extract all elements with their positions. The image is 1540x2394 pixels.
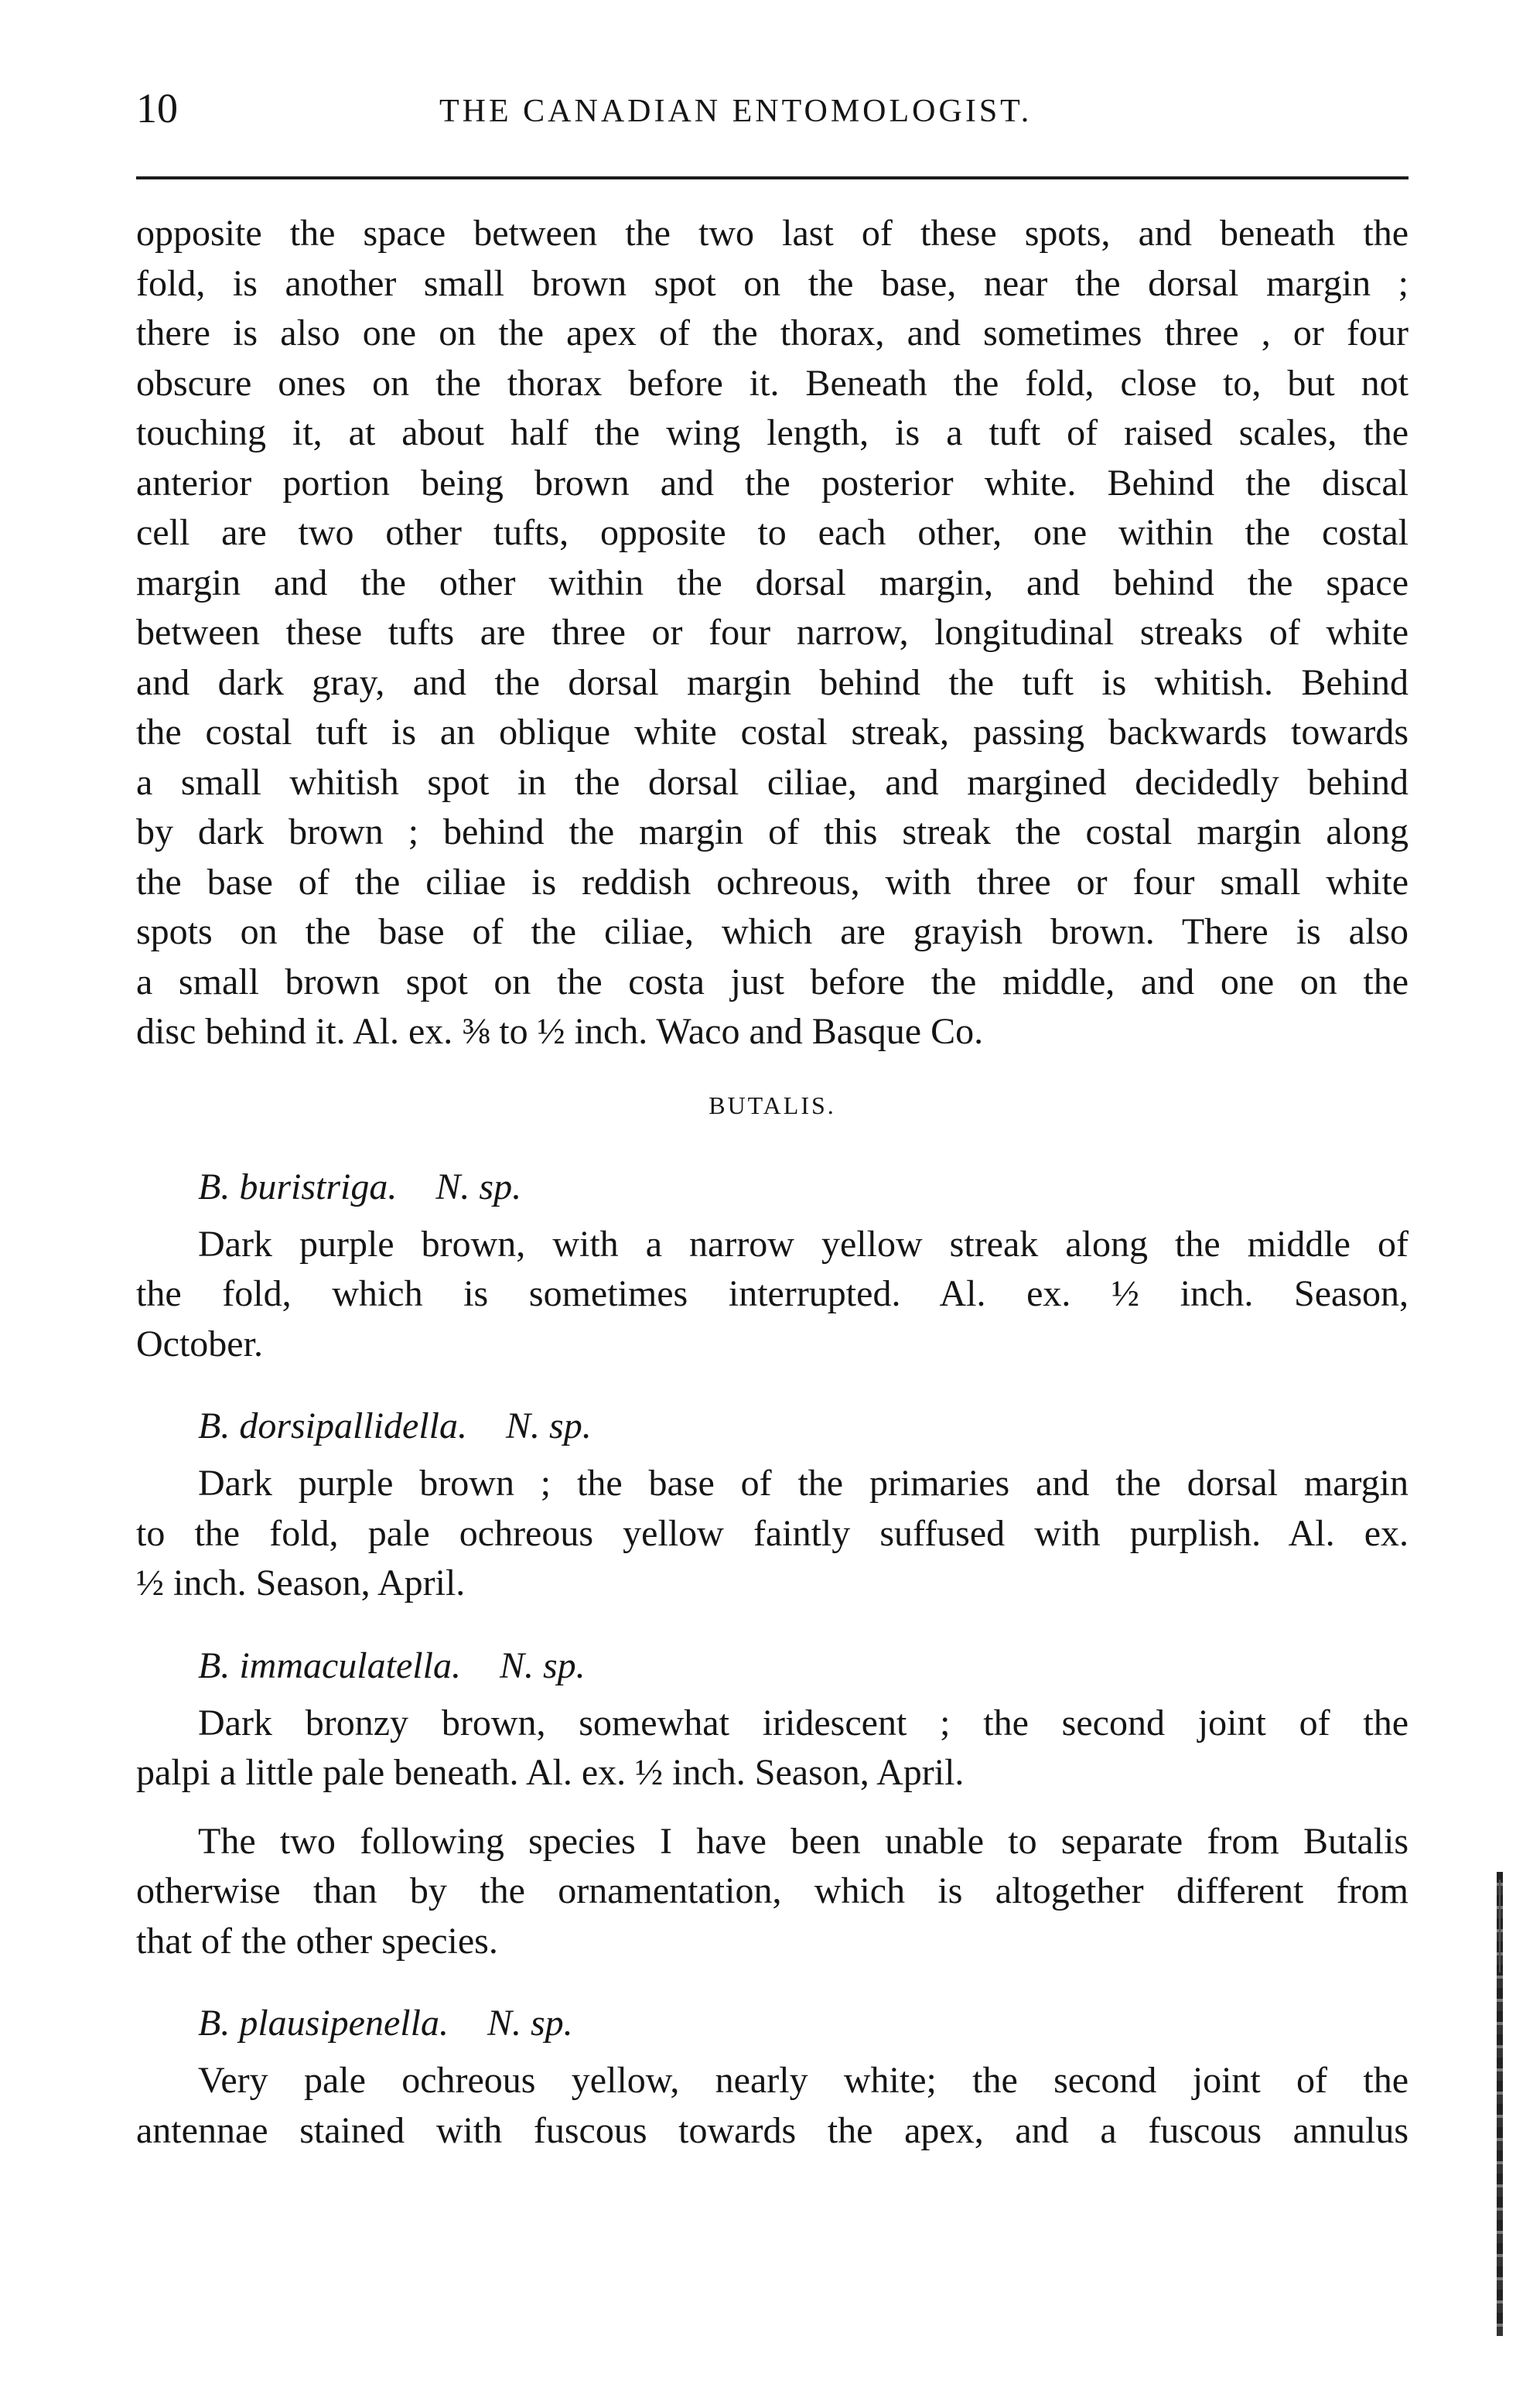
scan-edge-tick [1499,1880,1501,1972]
species-heading [136,1641,1409,1691]
species-name: B. buristriga. [198,1166,398,1207]
species-name: B. dorsipallidella. [198,1405,467,1446]
species-name: B. plausipenella. [198,2003,449,2044]
body-text [136,209,1409,2156]
text-line: October. [136,1323,263,1364]
text-line: spots on the base of the ciliae, which are grayish brown. There is also [136,911,1409,952]
species-heading [136,1163,1409,1212]
text-line: and dark gray, and the dorsal margin behind the tuft is whitish. Behind [136,661,1409,703]
text-line: otherwise than by the ornamentation, which is altogether different from [136,1870,1409,1911]
species-entry [136,1641,1409,1798]
page-number: 10 [136,85,178,131]
intro-paragraph [136,209,1409,1057]
species-status: N. sp. [487,2003,573,2044]
species-entry [136,1999,1409,2156]
text-line: a small brown spot on the costa just before the middle, and one on the [136,961,1409,1002]
text-line: the costal tuft is an oblique white costal streak, passing backwards towards [136,712,1409,753]
species-entry [136,1163,1409,1370]
text-line: The two following species I have been unable to separate from Butalis [198,1820,1409,1862]
text-line: cell are two other tufts, opposite to each other, one within the costal [136,512,1409,553]
text-line: Dark purple brown ; the base of the primaries and the dorsal margin [198,1463,1409,1504]
text-line: opposite the space between the two last of these spots, and beneath the [136,213,1409,254]
text-line: fold, is another small brown spot on the base, near the dorsal margin ; [136,262,1409,304]
species-entry [136,1402,1409,1609]
text-line: Dark bronzy brown, somewhat iridescent ; the second joint of the [198,1702,1409,1743]
text-line: touching it, at about half the wing length, is a tuft of raised scales, the [136,412,1409,453]
text-line: the base of the ciliae is reddish ochreous, with three or four small white [136,861,1409,903]
page-header [136,85,1405,139]
text-line: Very pale ochreous yellow, nearly white; the second joint of the [198,2060,1409,2101]
species-name: B. immaculatella. [198,1644,461,1686]
note-paragraph [136,1817,1409,1967]
text-line: between these tufts are three or four narrow, longitudinal streaks of white [136,612,1409,653]
species-heading [136,1402,1409,1451]
text-line: by dark brown ; behind the margin of this streak the costal margin along [136,811,1409,852]
section-heading: BUTALIS. [709,1091,836,1119]
text-line: there is also one on the apex of the thorax, and sometimes three , or four [136,312,1409,353]
text-line: a small whitish spot in the dorsal ciliae, and margined decidedly behind [136,761,1409,803]
text-line: disc behind it. Al. ex. ⅜ to ½ inch. Waco and Basque Co. [136,1011,984,1052]
text-line: obscure ones on the thorax before it. Beneath the fold, close to, but not [136,362,1409,404]
text-line: ½ inch. Season, April. [136,1562,466,1603]
text-line: margin and the other within the dorsal margin, and behind the space [136,562,1409,603]
text-line: to the fold, pale ochreous yellow faintly suffused with purplish. Al. ex. [136,1512,1409,1554]
text-line: palpi a little pale beneath. Al. ex. ½ inch. Season, April. [136,1752,965,1793]
text-line: the fold, which is sometimes interrupted. Al. ex. ½ inch. Season, [136,1273,1409,1314]
species-status: N. sp. [435,1166,522,1207]
header-rule [136,176,1409,179]
species-heading [136,1999,1409,2048]
species-status: N. sp. [506,1405,592,1446]
text-line: that of the other species. [136,1920,498,1962]
text-line: anterior portion being brown and the posterior white. Behind the discal [136,462,1409,504]
text-line: antennae stained with fuscous towards the apex, and a fuscous annulus [136,2109,1409,2151]
running-title: THE CANADIAN ENTOMOLOGIST. [439,94,1033,129]
text-line: Dark purple brown, with a narrow yellow streak along the middle of [198,1223,1409,1265]
species-status: N. sp. [499,1644,586,1686]
